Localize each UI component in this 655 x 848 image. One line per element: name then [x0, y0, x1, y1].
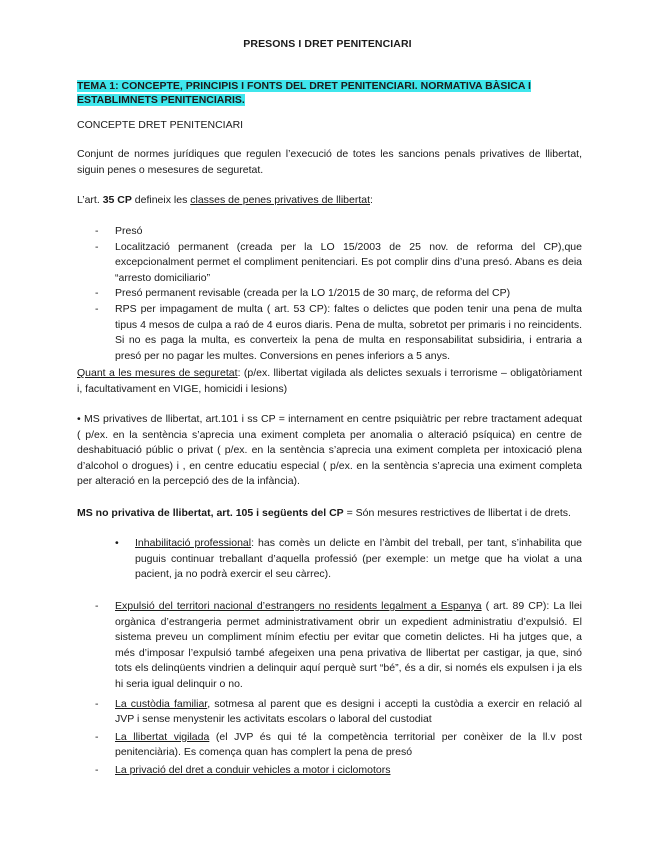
mesura-title: La privació del dret a conduir vehicles a motor i ciclomotors	[115, 763, 391, 776]
art35-suffix: :	[370, 194, 373, 206]
mesura-title: La custòdia familiar	[115, 697, 208, 710]
mesura-text: ( art. 89 CP): La llei orgànica d’estrangeria permet administrativament obrir un expedient administratiu d’expulsió. El sistema preveu un compliment mínim efectiu per evitar que cometin delictes. Hi ha jutges que, a més d’imposar l’expulsió també afegeixen una pena privativa de llibertat per castigar, ja que, sinó tots els delinqüents vindrien a delinquir aquí perquè surt “bé”, és a dir, si només els expulsen i ja els hi seria igual delinquir o no.	[115, 600, 582, 690]
mesura-title: Expulsió del territori nacional d’estrangers no residents legalment a Espanya	[115, 600, 482, 612]
topic-heading	[77, 79, 582, 107]
ms-no-privativa-bold: MS no privativa de llibertat, art. 105 i següents del CP	[77, 507, 344, 519]
mesura-text: (el JVP és qui té la competència territorial per conèixer de la ll.v post penitenciària). Es comença quan has complert la pena de presó	[115, 730, 583, 759]
mesures-list	[77, 599, 582, 779]
list-item	[77, 730, 582, 761]
art35-middle: defineix les	[131, 194, 191, 206]
list-item: - Localització permanent (creada per la LO 15/2003 de 25 nov. de reforma del CP),que excepcionalment permet el compliment penitenciari. Es pot complir dins d’una presó. Abans es deia “arresto domiciliario”	[77, 240, 582, 287]
inhabilitacio-link: Inhabilitació professional	[135, 537, 252, 549]
list-item: - Presó permanent revisable (creada per la LO 1/2015 de 30 març, de reforma del CP)	[77, 286, 582, 302]
ms-no-privativa-text: = Són mesures restrictives de llibertat i de drets.	[343, 507, 571, 519]
mesures-text: : (p/ex. llibertat vigilada als delictes sexuals i terrorisme – obligatòriament i, facultativament en VIGE, homicidi i lesions)	[77, 367, 582, 395]
ms-no-privativa-paragraph	[77, 506, 582, 522]
art35-paragraph	[77, 193, 582, 209]
highlighted-heading-text: TEMA 1: CONCEPTE, PRINCIPIS I FONTS DEL DRET PENITENCIARI. NORMATIVA BÀSICA I ESTABLIMNETS PENITENCIARIS.	[77, 80, 531, 106]
art35-prefix: L’art.	[77, 194, 103, 206]
list-item	[77, 763, 582, 779]
list-item: - RPS per impagament de multa ( art. 53 CP): faltes o delictes que poden tenir una pena de multa tipus 4 mesos de culpa a raó de 4 euros diaris. Pena de multa, sobretot per primaris i no reincidents. Si no es paga la multa, es converteix la pena de multa en responsabilitat subsidiria, i entraria a presó per no pagar les multes. Conversions en penes inferiors a 5 anys.	[77, 302, 582, 364]
mesura-title: La llibertat vigilada	[115, 730, 210, 743]
section-title: CONCEPTE DRET PENITENCIARI	[77, 119, 244, 131]
inhabilitacio-item	[115, 536, 582, 583]
page-title: PRESONS I DRET PENITENCIARI	[243, 38, 412, 50]
definition-paragraph: Conjunt de normes jurídiques que regulen l’execució de totes les sancions penals privatives de llibertat, siguin penes o mesesures de seguretat.	[77, 148, 582, 176]
penes-list	[77, 224, 582, 364]
list-item: - Presó	[77, 224, 582, 240]
classes-penes-link: classes de penes privatives de llibertat	[190, 194, 371, 206]
list-item	[77, 599, 582, 693]
mesures-seguretat-link: Quant a les mesures de seguretat	[77, 367, 238, 379]
mesures-paragraph	[77, 366, 582, 397]
bullet-icon: •	[115, 537, 119, 549]
list-item	[77, 697, 582, 728]
ms-privatives-paragraph: • MS privatives de llibertat, art.101 i ss CP = internament en centre psiquiàtric per rebre tractament adequat ( p/ex. en la sentència s’aprecia una eximent completa per anomalia o alteració psíquica) en centre de deshabituació públic o privat ( p/ex. en la sentència s’aprecia una eximent completa per intoxicació plena d’alcohol o drogues) i , en centre educatiu especial ( p/ex. en la sentència s’aprecia una eximent completa per alteració en la percepció des de la infància).	[77, 413, 582, 487]
inhabilitacio-text: : has comès un delicte en l’àmbit del treball, per tant, s’inhabilita que puguis continuar treballant d’aquella professió (per exemple: un metge que ha violat a una pacient, ja no podrà exercir el seu càrrec).	[135, 537, 582, 581]
mesura-text: , sotmesa al parent que es designi i accepti la custòdia a exercir en relació al JVP i sense menystenir les activitats escolars o laboral del custodiat	[115, 697, 582, 726]
art35-ref: 35 CP	[102, 194, 132, 206]
